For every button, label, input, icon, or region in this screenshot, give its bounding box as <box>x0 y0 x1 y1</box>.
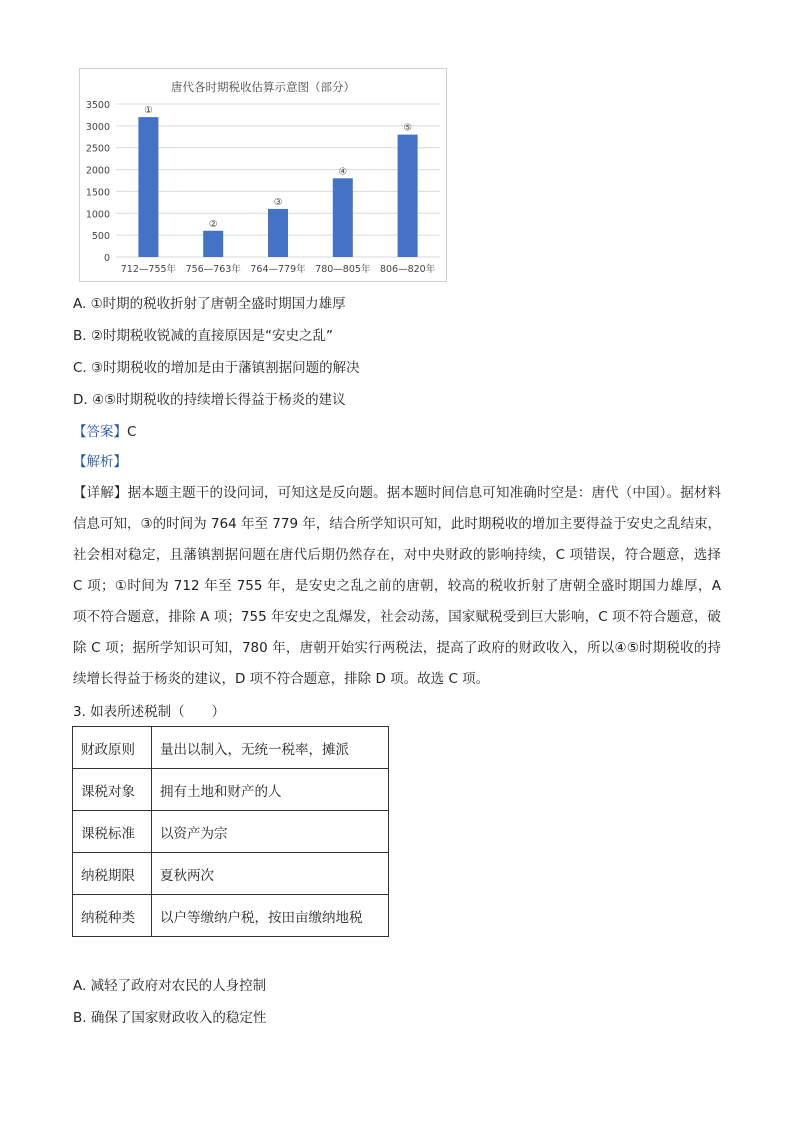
table-value: 量出以制入，无统一税率，摊派 <box>152 727 389 769</box>
bar <box>203 231 223 257</box>
option-q3-a: A. 减轻了政府对农民的人身控制 <box>73 978 267 994</box>
option-q3-b: B. 确保了国家财政收入的稳定性 <box>73 1010 267 1026</box>
table-value: 拥有土地和财产的人 <box>152 769 389 811</box>
tax-system-table <box>72 726 389 937</box>
table-row <box>73 727 389 769</box>
tax-bar-chart-svg <box>80 69 446 281</box>
y-tick-label: 1500 <box>85 187 110 199</box>
analysis-tag: 【解析】 <box>73 454 127 470</box>
y-tick-label: 1000 <box>85 209 110 221</box>
y-tick-label: 3500 <box>85 100 110 111</box>
answer-tag: 【答案】 <box>73 424 127 440</box>
bar <box>398 135 418 257</box>
answer-value: C <box>127 424 137 440</box>
table-row <box>73 811 389 853</box>
tax-chart <box>79 68 447 282</box>
y-tick-label: 500 <box>91 231 110 243</box>
table-value: 以户等缴纳户税，按田亩缴纳地税 <box>152 895 389 937</box>
y-tick-label: 2500 <box>85 143 110 155</box>
table-value: 以资产为宗 <box>152 811 389 853</box>
option-q2-c: C. ③时期税收的增加是由于藩镇割据问题的解决 <box>73 360 360 376</box>
question-3: 3. 如表所述税制（ ） <box>73 704 226 720</box>
chart-title: 唐代各时期税收估算示意图（部分） <box>171 80 355 94</box>
x-tick-label: 806—820年 <box>379 264 436 275</box>
table-key: 课税标准 <box>73 811 152 853</box>
table-row <box>73 895 389 937</box>
detail-tag: 【详解】 <box>73 485 128 501</box>
table-key: 纳税期限 <box>73 853 152 895</box>
y-tick-label: 2000 <box>85 165 110 177</box>
bar <box>333 178 353 257</box>
table-key: 财政原则 <box>73 727 152 769</box>
bar-data-label: ② <box>208 218 218 230</box>
detail-paragraph <box>73 478 721 695</box>
table-key: 课税对象 <box>73 769 152 811</box>
table-row <box>73 853 389 895</box>
y-tick-label: 0 <box>103 253 110 264</box>
bar-data-label: ④ <box>338 166 348 178</box>
detail-text: 据本题主题干的设问词，可知这是反向题。据本题时间信息可知准确时空是：唐代（中国）。据材料信息可知，③的时间为 764 年至 779 年，结合所学知识可知，此时期税收的增加主要得益于安史之乱结束，社会相对稳定，且藩镇割据问题在唐代后期仍然存在，对中央财政的影响持续，C 项错误，符合题意，选择 C 项；①时间为 712 年至 755 年，是安史之乱之前的唐朝，较高的税收折射了唐朝全盛时期国力雄厚，A 项不符合题意，排除 A 项；755 年安史之乱爆发，社会动荡，国家赋税受到巨大影响，C 项不符合题意，破除 C 项；据所学知识可知，780 年，唐朝开始实行两税法，提高了政府的财政收入，所以④⑤时期税收的持续增长得益于杨炎的建议，D 项不符合题意，排除 D 项。故选 C 项。 <box>73 485 722 687</box>
y-tick-label: 3000 <box>85 121 110 133</box>
option-q2-b: B. ②时期税收锐减的直接原因是“安史之乱” <box>73 328 333 344</box>
bar <box>138 117 158 257</box>
table-key: 纳税种类 <box>73 895 152 937</box>
x-tick-label: 712—755年 <box>120 264 177 275</box>
bar-data-label: ③ <box>273 196 283 208</box>
option-q2-d: D. ④⑤时期税收的持续增长得益于杨炎的建议 <box>73 392 346 408</box>
bar <box>268 209 288 257</box>
x-tick-label: 764—779年 <box>250 264 306 275</box>
answer-line <box>73 422 136 442</box>
table-value: 夏秋两次 <box>152 853 389 895</box>
x-tick-label: 756—763年 <box>185 264 241 275</box>
bar-data-label: ① <box>144 105 153 117</box>
x-tick-label: 780—805年 <box>315 264 371 275</box>
bar-data-label: ⑤ <box>403 122 412 134</box>
table-row <box>73 769 389 811</box>
option-q2-a: A. ①时期的税收折射了唐朝全盛时期国力雄厚 <box>73 296 346 312</box>
